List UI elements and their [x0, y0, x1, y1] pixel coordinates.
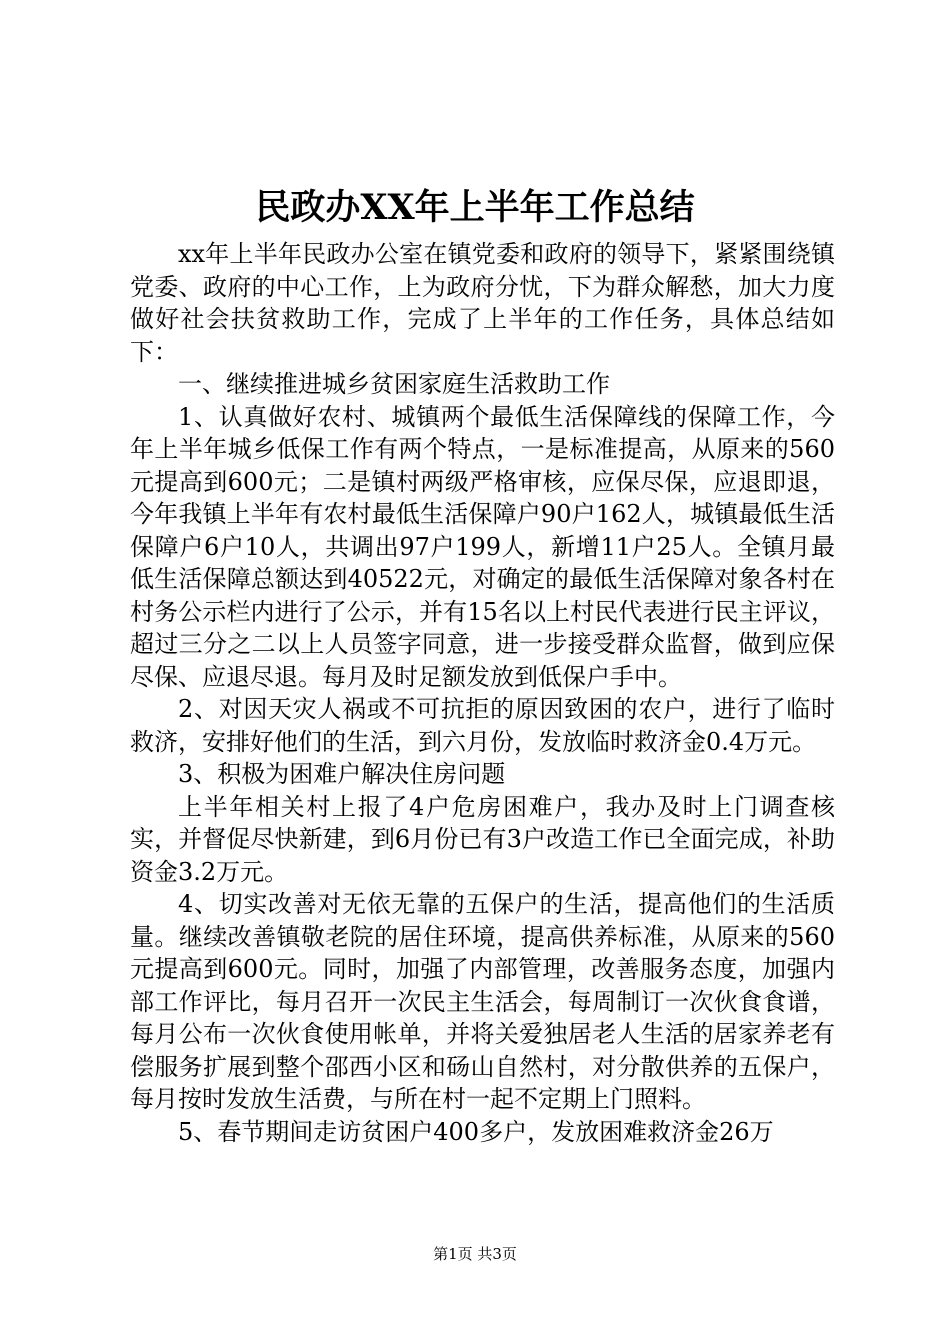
- paragraph-item-2: 2、对因天灾人祸或不可抗拒的原因致困的农户，进行了临时救济，安排好他们的生活，到六月份，发放临时救济金0.4万元。: [130, 695, 835, 756]
- section-heading-1: 一、继续推进城乡贫困家庭生活救助工作: [178, 370, 610, 398]
- paragraph-intro: xx年上半年民政办公室在镇党委和政府的领导下，紧紧围绕镇党委、政府的中心工作，上为政府分忧，下为群众解愁，加大力度做好社会扶贫救助工作，完成了上半年的工作任务，具体总结如下：: [130, 240, 835, 366]
- page-number-footer: 第1页 共3页: [433, 1245, 517, 1263]
- document-body: [130, 238, 835, 1148]
- paragraph-item-3: 3、积极为困难户解决住房问题: [178, 760, 506, 788]
- paragraph-item-5: 5、春节期间走访贫困户400多户，发放困难救济金26万: [178, 1117, 774, 1146]
- paragraph-item-3-detail: 上半年相关村上报了4户危房困难户，我办及时上门调查核实，并督促尽快新建，到6月份已有3户改造工作已全面完成，补助资金3.2万元。: [130, 792, 835, 886]
- paragraph-item-4: 4、切实改善对无依无靠的五保户的生活，提高他们的生活质量。继续改善镇敬老院的居住环境，提高供养标准，从原来的560元提高到600元。同时，加强了内部管理，改善服务态度，加强内部工作评比，每月召开一次民主生活会，每周制订一次伙食食谱，每月公布一次伙食使用帐单，并将关爱独居老人生活的居家养老有偿服务扩展到整个邵西小区和砀山自然村，对分散供养的五保户，每月按时发放生活费，与所在村一起不定期上门照料。: [130, 890, 835, 1113]
- paragraph-item-1: 1、认真做好农村、城镇两个最低生活保障线的保障工作，今年上半年城乡低保工作有两个特点，一是标准提高，从原来的560元提高到600元；二是镇村两级严格审核，应保尽保，应退即退，今年我镇上半年有农村最低生活保障户90户162人，城镇最低生活保障户6户10人，共调出97户199人，新增11户25人。全镇月最低生活保障总额达到40522元，对确定的最低生活保障对象各村在村务公示栏内进行了公示，并有15名以上村民代表进行民主评议，超过三分之二以上人员签字同意，进一步接受群众监督，做到应保尽保、应退尽退。每月及时足额发放到低保户手中。: [130, 402, 835, 691]
- document-title: 民政办XX年上半年工作总结: [255, 187, 695, 228]
